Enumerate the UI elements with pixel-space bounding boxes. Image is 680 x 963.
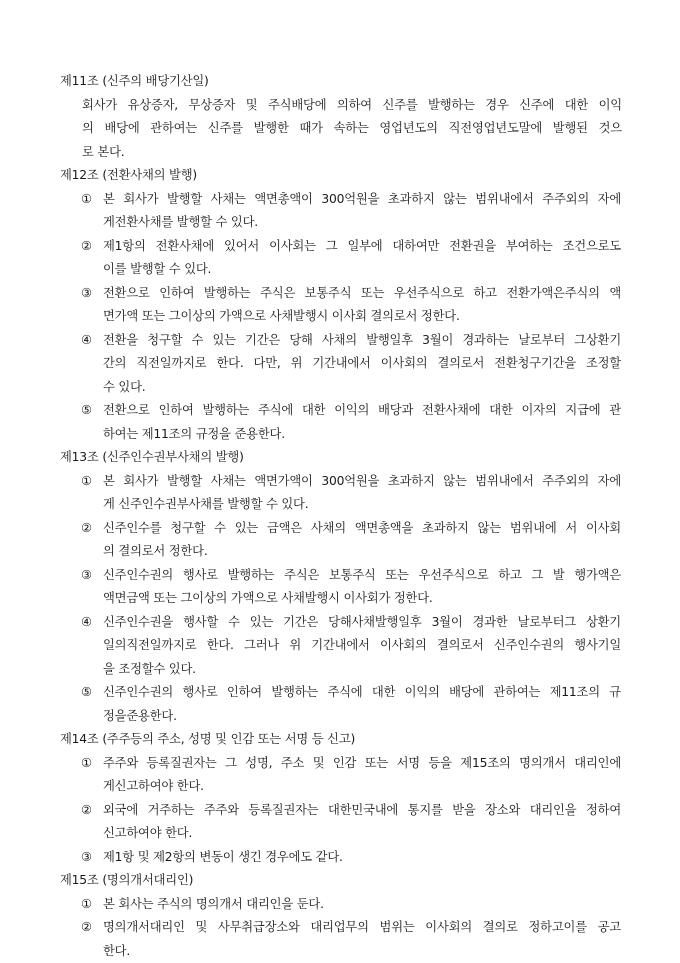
clause-number: ⑤ xyxy=(81,681,103,705)
clause-item xyxy=(0,916,680,940)
clause-text: 수 있다. xyxy=(103,380,145,394)
clause-text: 게 신주인수권부사채를 발행할 수 있다. xyxy=(103,497,308,511)
clause-number: ① xyxy=(81,470,103,494)
clause-continuation xyxy=(0,352,680,376)
clause-item xyxy=(0,399,680,423)
clause-text: 명의개서대리인 및 사무취급장소와 대리업무의 범위는 이사회의 결의로 정하고이를 공고 xyxy=(103,916,621,940)
clause-text: 신주인수를 청구할 수 있는 금액은 사채의 액면총액을 초과하지 않는 범위내에 서 이사회 xyxy=(103,517,621,541)
clause-number: ④ xyxy=(81,611,103,635)
clause-item xyxy=(0,611,680,635)
clause-continuation xyxy=(0,493,680,517)
clause-continuation xyxy=(0,634,680,658)
clause-text: 본 회사는 주식의 명의개서 대리인을 둔다. xyxy=(103,897,324,911)
document-page xyxy=(0,70,680,963)
clause-text: 신주인수권을 행사할 수 있는 기간은 당해사채발행일후 3월이 경과한 날로부터그 상환기 xyxy=(103,611,621,635)
clause-text: 제1항 및 제2항의 변동이 생긴 경우에도 같다. xyxy=(103,850,343,864)
clause-item xyxy=(0,799,680,823)
clause-number: ② xyxy=(81,799,103,823)
clause-number: ③ xyxy=(81,282,103,306)
article-body-line xyxy=(0,117,680,141)
clause-continuation xyxy=(0,775,680,799)
clause-item xyxy=(0,235,680,259)
clause-text: 신주인수권의 행사로 발행하는 주식은 보통주식 또는 우선주식으로 하고 그 발 행가액은 xyxy=(103,564,621,588)
clause-continuation xyxy=(0,540,680,564)
clause-number: ③ xyxy=(81,846,103,870)
clause-item xyxy=(0,752,680,776)
clause-text: 게전환사채를 발행할 수 있다. xyxy=(103,215,258,229)
article-heading: 제11조 (신주의 배당기산일) xyxy=(0,70,680,94)
body-text: 의 배당에 관하여는 신주를 발행한 때가 속하는 영업년도의 직전영업년도말에 발행된 것으 xyxy=(82,117,622,141)
clause-text: 주주와 등록질권자는 그 성명, 주소 및 인감 또는 서명 등을 제15조의 명의개서 대리인에 xyxy=(103,752,621,776)
clause-text: 면가액 또는 그이상의 가액으로 사채발행시 이사회 결의로서 정한다. xyxy=(103,309,460,323)
article-heading: 제14조 (주주등의 주소, 성명 및 인감 또는 서명 등 신고) xyxy=(0,728,680,752)
clause-text: 전환으로 인하여 발행하는 주식에 대한 이익의 배당과 전환사채에 대한 이자의 지급에 관 xyxy=(103,399,621,423)
clause-text: 일의직전일까지로 한다. 그러나 위 기간내에서 이사회의 결의로서 신주인수권의 행사기일 xyxy=(103,634,621,658)
clause-number: ② xyxy=(81,517,103,541)
clause-continuation xyxy=(0,940,680,963)
clause-continuation xyxy=(0,211,680,235)
clause-text: 정을준용한다. xyxy=(103,709,177,723)
clause-text: 게신고하여야 한다. xyxy=(103,779,204,793)
clause-text: 한다. xyxy=(103,944,130,958)
clause-continuation xyxy=(0,258,680,282)
article-heading: 제13조 (신주인수권부사채의 발행) xyxy=(0,446,680,470)
body-text: 로 본다. xyxy=(82,145,124,159)
clause-number: ① xyxy=(81,752,103,776)
clause-number: ② xyxy=(81,235,103,259)
clause-continuation xyxy=(0,822,680,846)
clause-item xyxy=(0,470,680,494)
clause-item xyxy=(0,517,680,541)
clause-text: 신주인수권의 행사로 인하여 발행하는 주식에 대한 이익의 배당에 관하여는 제11조의 규 xyxy=(103,681,621,705)
clause-continuation xyxy=(0,376,680,400)
clause-continuation xyxy=(0,705,680,729)
clause-text: 제1항의 전환사채에 있어서 이사회는 그 일부에 대하여만 전환권을 부여하는 조건으로도 xyxy=(103,235,621,259)
article-heading: 제15조 (명의개서대리인) xyxy=(0,869,680,893)
clause-item xyxy=(0,893,680,917)
article-heading: 제12조 (전환사채의 발행) xyxy=(0,164,680,188)
clause-text: 이를 발행할 수 있다. xyxy=(103,262,211,276)
clause-text: 액면금액 또는 그이상의 가액으로 사채발행시 이사회가 정한다. xyxy=(103,591,433,605)
clause-continuation xyxy=(0,587,680,611)
clause-item xyxy=(0,564,680,588)
clause-text: 신고하여야 한다. xyxy=(103,826,192,840)
clause-item xyxy=(0,282,680,306)
article-body-line xyxy=(0,94,680,118)
clause-continuation xyxy=(0,423,680,447)
clause-item xyxy=(0,188,680,212)
clause-text: 간의 직전일까지로 한다. 다만, 위 기간내에서 이사회의 결의로서 전환청구기간을 조정할 xyxy=(103,352,621,376)
clause-text: 의 결의로서 정한다. xyxy=(103,544,208,558)
clause-number: ② xyxy=(81,916,103,940)
body-text: 회사가 유상증자, 무상증자 및 주식배당에 의하여 신주를 발행하는 경우 신주에 대한 이익 xyxy=(82,94,622,118)
clause-text: 전환을 청구할 수 있는 기간은 당해 사채의 발행일후 3월이 경과하는 날로부터 그상환기 xyxy=(103,329,621,353)
clause-number: ⑤ xyxy=(81,399,103,423)
clause-text: 본 회사가 발행할 사채는 액면가액이 300억원을 초과하지 않는 범위내에서 주주외의 자에 xyxy=(103,470,621,494)
clause-number: ① xyxy=(81,188,103,212)
clause-continuation xyxy=(0,305,680,329)
clause-item xyxy=(0,846,680,870)
clause-text: 전환으로 인하여 발행하는 주식은 보통주식 또는 우선주식으로 하고 전환가액은주식의 액 xyxy=(103,282,621,306)
clause-item xyxy=(0,329,680,353)
clause-text: 본 회사가 발행할 사채는 액면총액이 300억원을 초과하지 않는 범위내에서 주주외의 자에 xyxy=(103,188,621,212)
clause-text: 외국에 거주하는 주주와 등록질권자는 대한민국내에 통지를 받을 장소와 대리인을 정하여 xyxy=(103,799,621,823)
clause-number: ④ xyxy=(81,329,103,353)
clause-text: 을 조정할수 있다. xyxy=(103,662,196,676)
clause-item xyxy=(0,681,680,705)
article-body-line xyxy=(0,141,680,165)
clause-number: ③ xyxy=(81,564,103,588)
clause-continuation xyxy=(0,658,680,682)
clause-text: 하여는 제11조의 규정을 준용한다. xyxy=(103,427,285,441)
clause-number: ① xyxy=(81,893,103,917)
